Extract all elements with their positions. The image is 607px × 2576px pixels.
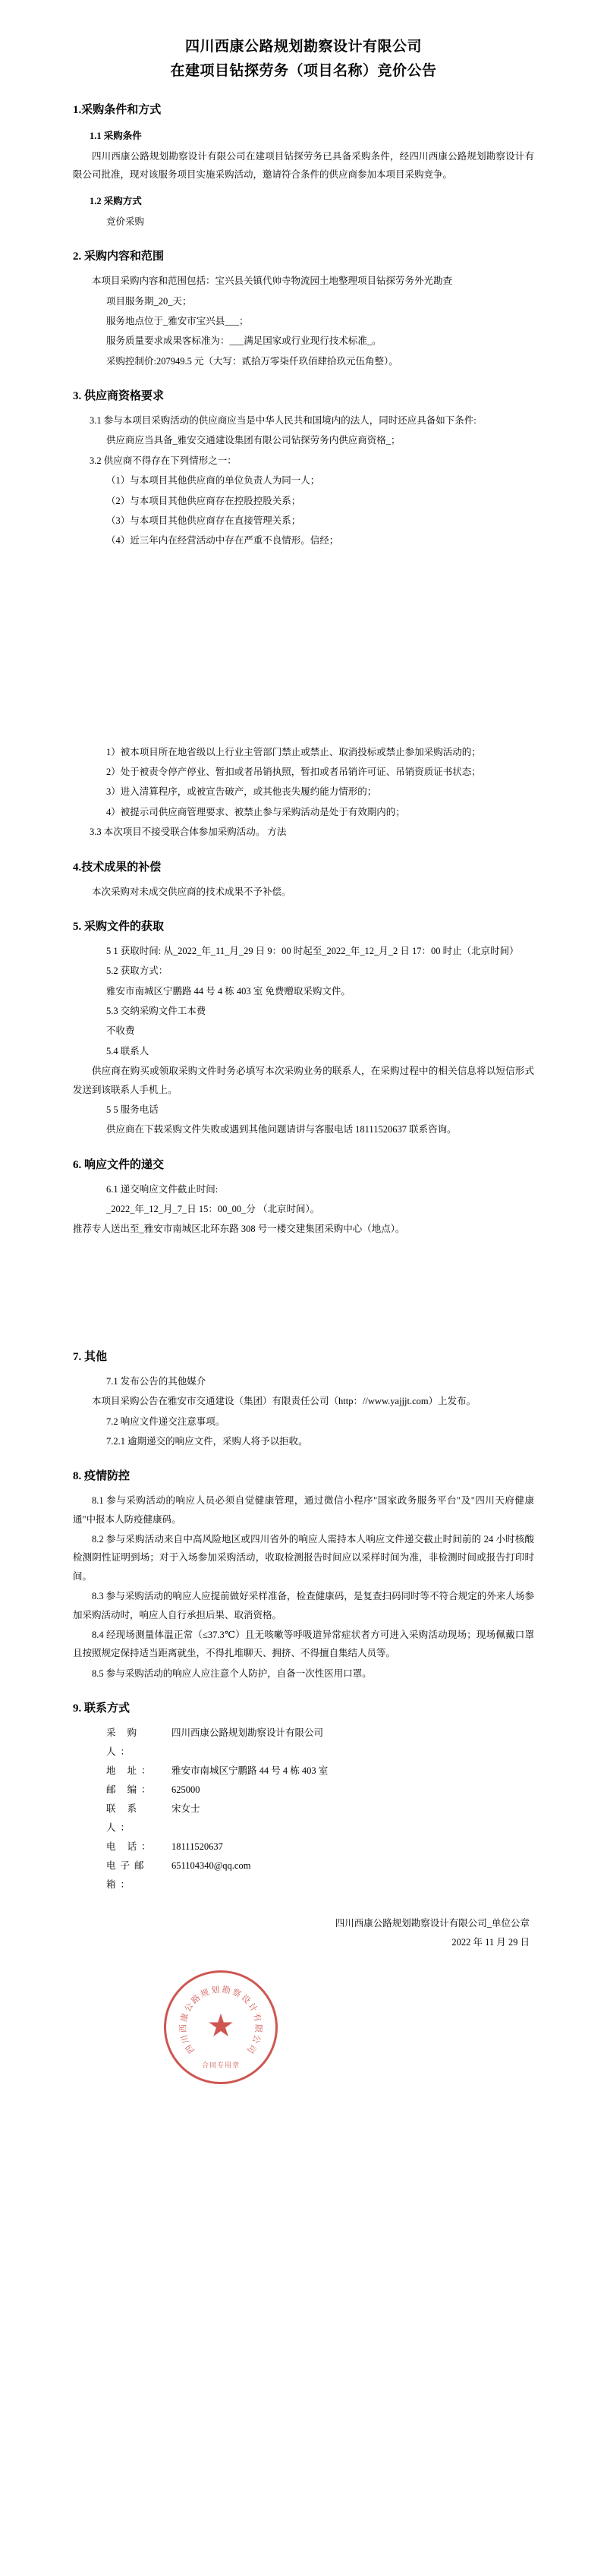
section-2-item-3: 服务质量要求成果客标准为：___满足国家或行业现行技术标准_。 [106, 335, 382, 347]
section-3-1-paragraph: 供应商应当具备_雅安交通建设集团有限公司钻探劳务内供应商资格_； [106, 435, 401, 446]
section-6-1-place: 推荐专人送出至_雅安市南城区北环东路 308 号一楼交建集团采购中心（地点）。 [73, 1223, 405, 1235]
section-3-2-item-4: （4）近三年内在经营活动中存在严重不良情形。信经； [106, 535, 339, 546]
contact-value: 625000 [171, 1784, 200, 1796]
contact-row [73, 1724, 534, 1762]
section-7-1-heading: 7.1 发布公告的其他媒介 [106, 1375, 206, 1387]
section-4-paragraph: 本次采购对未成交供应商的技术成果不予补偿。 [92, 886, 291, 897]
section-3-3-heading: 3.3 本次项目不接受联合体参加采购活动。 方法 [90, 827, 287, 838]
section-5-1-heading: 5 1 获取时间: 从_2022_年_11_月_29 日 9：00 时起至_2022_年_12_月_2 日 17：00 时止（北京时间） [106, 945, 519, 956]
section-3-2-sub-2: 2）处于被责令停产停业、暂扣或者吊销执照，暂扣或者吊销许可证、吊销资质证书状态； [106, 767, 481, 778]
section-5-2-paragraph: 雅安市南城区宁鹏路 44 号 4 栋 403 室 免费赠取采购文件。 [106, 985, 351, 997]
section-3-2-sub-3: 3）进入清算程序，或被宣告破产，或其他丧失履约能力情形的； [106, 786, 377, 798]
section-8-item-2: 8.2 参与采购活动来自中高风险地区或四川省外的响应人需持本人响应文件递交截止时间前的 24 小时核酸检测阴性证明到场；对于入场参加采购活动，收取检测报告时间应以采样时间为准，非检测时间或报告打印时间。 [73, 1534, 534, 1582]
company-seal-icon [164, 1970, 278, 2084]
contact-label: 采 购 人： [106, 1727, 142, 1758]
section-8-item-1: 8.1 参与采购活动的响应人员必须自觉健康管理，通过微信小程序"国家政务服务平台"及"四川天府健康通"中报本人防疫健康码。 [73, 1495, 534, 1525]
contact-label: 电子邮箱： [106, 1860, 149, 1891]
contact-value: 雅安市南城区宁鹏路 44 号 4 栋 403 室 [171, 1765, 329, 1777]
contact-row [73, 1781, 534, 1800]
contact-label: 联 系 人： [106, 1803, 142, 1834]
contact-label: 电 话： [106, 1841, 156, 1853]
contact-row [73, 1838, 534, 1856]
blank-gap [73, 552, 534, 742]
page-title [73, 35, 534, 84]
signature-lines [73, 1914, 534, 1952]
section-4-heading: 4.技术成果的补偿 [73, 861, 162, 874]
contact-label: 地 址： [106, 1765, 156, 1777]
section-7-1-paragraph: 本项目采购公告在雅安市交通建设（集团）有限责任公司（http：//www.yajjjt.com）上发布。 [92, 1396, 476, 1407]
seal-star-icon: ★ [208, 2013, 234, 2042]
section-6-1-heading: 6.1 递交响应文件截止时间: [106, 1183, 219, 1195]
section-3-1-heading: 3.1 参与本项目采购活动的供应商应当是中华人民共和国境内的法人，同时还应具备如下条件: [90, 415, 476, 427]
section-1-heading: 1.采购条件和方式 [73, 103, 162, 116]
section-3-2-heading: 3.2 供应商不得存在下列情形之一： [90, 455, 237, 466]
signature-company: 四川西康公路规划勘察设计有限公司_单位公章 [335, 1918, 530, 1929]
contact-label: 邮 编： [106, 1784, 156, 1796]
page-title-line-2: 在建项目钻探劳务（项目名称）竞价公告 [170, 63, 437, 80]
section-1-2-heading: 1.2 采购方式 [90, 195, 142, 206]
contact-row [73, 1800, 534, 1838]
section-1-1-paragraph: 四川西康公路规划勘察设计有限公司在建项目钻探劳务已具备采购条件，经四川西康公路规划勘察设计有限公司批准，现对该服务项目实施采购活动，邀请符合条件的供应商参加本项目采购竞争。 [73, 150, 534, 181]
section-2-item-2: 服务地点位于_雅安市宝兴县___； [106, 315, 249, 326]
section-8-item-5: 8.5 参与采购活动的响应人应注意个人防护，自备一次性医用口罩。 [92, 1667, 372, 1679]
section-8-heading: 8. 疫情防控 [73, 1470, 131, 1483]
blank-gap-2 [73, 1240, 534, 1331]
section-5-5-heading: 5 5 服务电话 [106, 1104, 159, 1115]
seal-bottom-text: 合同专用章 [201, 2061, 240, 2070]
section-3-2-item-1: （1）与本项目其他供应商的单位负责人为同一人； [106, 475, 320, 487]
contact-value: 四川西康公路规划勘察设计有限公司 [171, 1727, 324, 1739]
section-3-2-item-2: （2）与本项目其他供应商存在控股控股关系； [106, 495, 301, 506]
section-5-4-heading: 5.4 联系人 [106, 1045, 149, 1057]
section-9-heading: 9. 联系方式 [73, 1702, 131, 1715]
section-5-3-heading: 5.3 交纳采购文件工本费 [106, 1006, 206, 1017]
section-2-item-4: 采购控制价:207949.5 元（大写：贰拾万零柒仟玖佰肆拾玖元伍角整）。 [106, 355, 398, 367]
section-8-item-3: 8.3 参与采购活动的响应人应提前做好采样准备，检查健康码，是复查扫码同时等不符合规定的外来人场参加采购活动时，响应人自行承担后果、取消资格。 [73, 1591, 534, 1620]
section-2-paragraph: 本项目采购内容和范围包括：宝兴县关镇代帅寺物流园土地整理项目钻探劳务外光勘查 [92, 276, 453, 287]
contact-row [73, 1762, 534, 1781]
signature-date: 2022 年 11 月 29 日 [451, 1937, 530, 1948]
section-6-1-time: _2022_年_12_月_7_日 15：00_00_分 （北京时间）。 [106, 1204, 320, 1215]
page-title-line-1: 四川西康公路规划勘察设计有限公司 [184, 39, 422, 55]
section-5-4-paragraph: 供应商在购买或领取采购文件时务必填写本次采购业务的联系人，在采购过程中的相关信息将以短信形式发送到该联系人手机上。 [73, 1066, 534, 1095]
contact-row [73, 1856, 534, 1894]
section-3-heading: 3. 供应商资格要求 [73, 390, 165, 403]
section-2-item-1: 项目服务期_20_天； [106, 295, 192, 307]
section-5-5-paragraph: 供应商在下载采购文件失败或遇到其他问题请讲与客服电话 18111520637 联系咨询。 [106, 1124, 457, 1135]
section-3-2-sub-1: 1）被本项目所在地省级以上行业主管部门禁止或禁止、取消投标或禁止参加采购活动的； [106, 746, 481, 757]
section-1-1-heading: 1.1 采购条件 [90, 130, 142, 141]
section-7-heading: 7. 其他 [73, 1350, 108, 1363]
section-7-2-heading: 7.2 响应文件递交注意事项。 [106, 1416, 225, 1427]
section-5-heading: 5. 采购文件的获取 [73, 920, 165, 933]
section-1-2-paragraph: 竞价采购 [106, 216, 145, 227]
section-5-3-paragraph: 不收费 [106, 1025, 135, 1037]
contact-value: 18111520637 [171, 1841, 223, 1853]
signature-block [73, 1914, 534, 2070]
section-2-heading: 2. 采购内容和范围 [73, 250, 165, 263]
section-6-heading: 6. 响应文件的递交 [73, 1158, 165, 1171]
section-8-item-4: 8.4 经现场测量体温正常（≤37.3℃）且无咳嗽等呼吸道异常症状者方可进入采购活动现场；现场佩戴口罩且按照规定保持适当距离就坐，不得扎堆聊天、拥挤、不得擅自集结人员等。 [73, 1629, 534, 1659]
contact-value: 宋女士 [171, 1803, 200, 1815]
section-7-2-1-paragraph: 7.2.1 逾期递交的响应文件，采购人将予以拒收。 [106, 1435, 308, 1447]
contact-value: 651104340@qq.com [171, 1860, 251, 1872]
seal-ring-text: 四 川 西 康 公 路 规 划 勘 察 设 计 有 限 公 司 [178, 1985, 263, 2055]
section-3-2-item-3: （3）与本项目其他供应商存在直接管理关系； [106, 515, 301, 526]
section-5-2-heading: 5.2 获取方式： [106, 965, 168, 977]
section-3-2-sub-4: 4）被提示司供应商管理要求、被禁止参与采购活动是处于有效期内的； [106, 806, 405, 817]
